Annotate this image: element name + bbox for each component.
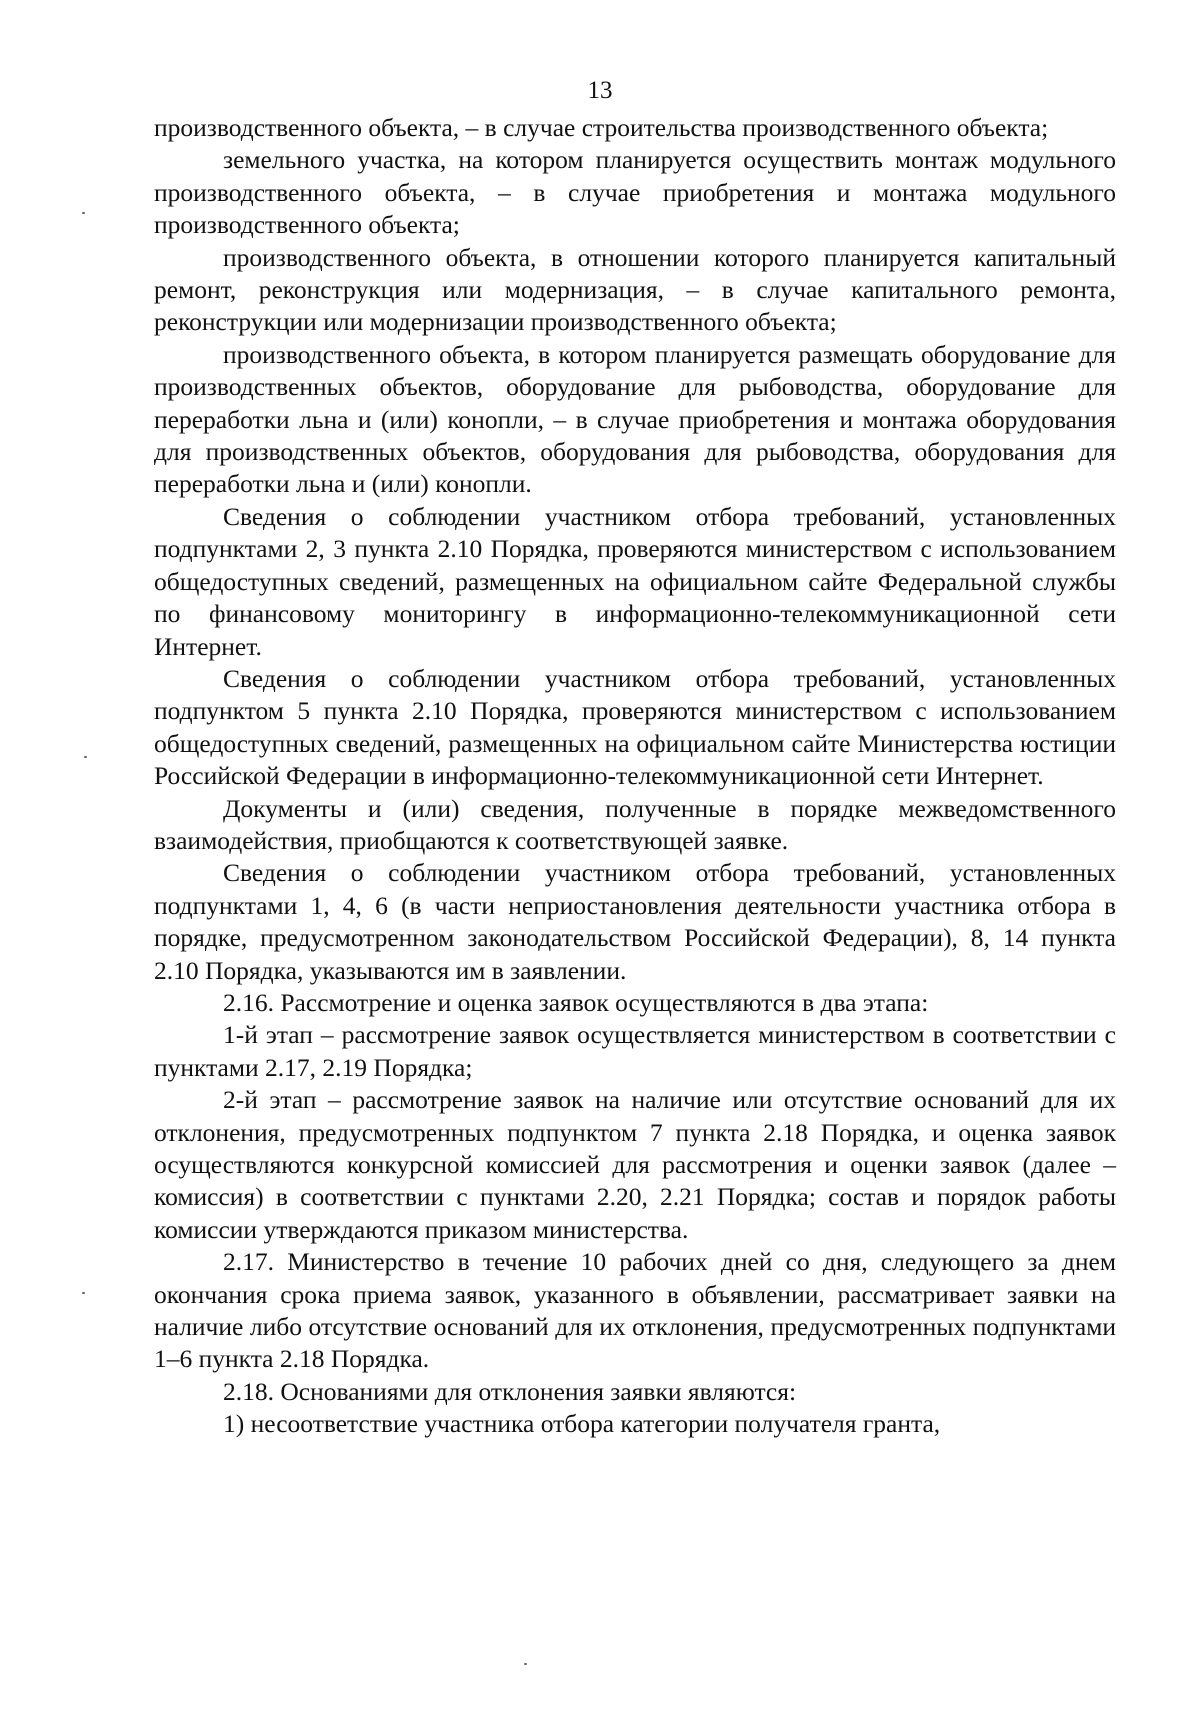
paragraph: Сведения о соблюдении участником отбора требований, установленных подпунктами 1, 4, 6 (в части неприостановления деятельности участника отбора в порядке, предусмотренном законодательством Российской Федерации), 8, 14 пункта 2.10 Порядка, указываются им в заявлении. — [154, 858, 1116, 985]
paragraph: производственного объекта, в отношении которого планируется капитальный ремонт, реконструкция или модернизация, – в случае капитального ремонта, реконструкции или модернизации производственного объекта; — [154, 242, 1116, 337]
paragraph: 1-й этап – рассмотрение заявок осуществляется министерством в соответствии с пунктами 2.17, 2.19 Порядка; — [154, 1020, 1116, 1082]
document-body — [154, 112, 1116, 1441]
scan-speck — [82, 1292, 85, 1294]
page-number: 13 — [587, 77, 613, 104]
paragraph: земельного участка, на котором планируется осуществить монтаж модульного производственного объекта, – в случае приобретения и монтажа модульного производственного объекта; — [154, 145, 1116, 240]
paragraph: 2.16. Рассмотрение и оценка заявок осуществляются в два этапа: — [223, 987, 929, 1017]
paragraph: 2-й этап – рассмотрение заявок на наличие или отсутствие оснований для их отклонения, предусмотренных подпунктом 7 пункта 2.18 Порядка, и оценка заявок осуществляются конкурсной комиссией для рассмотрения и оценки заявок (далее – комиссия) в соответствии с пунктами 2.20, 2.21 Порядка; состав и порядок работы комиссии утверждаются приказом министерства. — [154, 1085, 1116, 1244]
paragraph: Сведения о соблюдении участником отбора требований, установленных подпунктом 5 пункта 2.10 Порядка, проверяются министерством с использованием общедоступных сведений, размещенных на официальном сайте Министерства юстиции Российской Федерации в информационно-телекоммуникационной сети Интернет. — [154, 663, 1116, 791]
paragraph: Сведения о соблюдении участником отбора требований, установленных подпунктами 2, 3 пункта 2.10 Порядка, проверяются министерством с использованием общедоступных сведений, размещенных на официальном сайте Федеральной службы по финансовому мониторингу в информационно-телекоммуникационной сети Интернет. — [154, 501, 1116, 661]
paragraph: 1) несоответствие участника отбора категории получателя гранта, — [223, 1409, 941, 1439]
scan-speck — [524, 1663, 527, 1665]
paragraph: 2.18. Основаниями для отклонения заявки являются: — [223, 1376, 797, 1406]
paragraph: производственного объекта, – в случае строительства производственного объекта; — [154, 113, 1049, 142]
paragraph: производственного объекта, в котором планируется размещать оборудование для производственных объектов, оборудование для рыбоводства, оборудование для переработки льна и (или) конопли, – в случае приобретения и монтажа оборудования для производственных объектов, оборудования для рыбоводства, оборудования для переработки льна и (или) конопли. — [154, 339, 1116, 499]
paragraph: Документы и (или) сведения, полученные в порядке межведомственного взаимодействия, приобщаются к соответствующей заявке. — [154, 793, 1116, 855]
paragraph: 2.17. Министерство в течение 10 рабочих дней со дня, следующего за днем окончания срока приема заявок, указанного в объявлении, рассматривает заявки на наличие либо отсутствие оснований для их отклонения, предусмотренных подпунктами 1–6 пункта 2.18 Порядка. — [154, 1247, 1116, 1374]
scan-speck — [84, 756, 87, 758]
scan-speck — [82, 212, 85, 214]
